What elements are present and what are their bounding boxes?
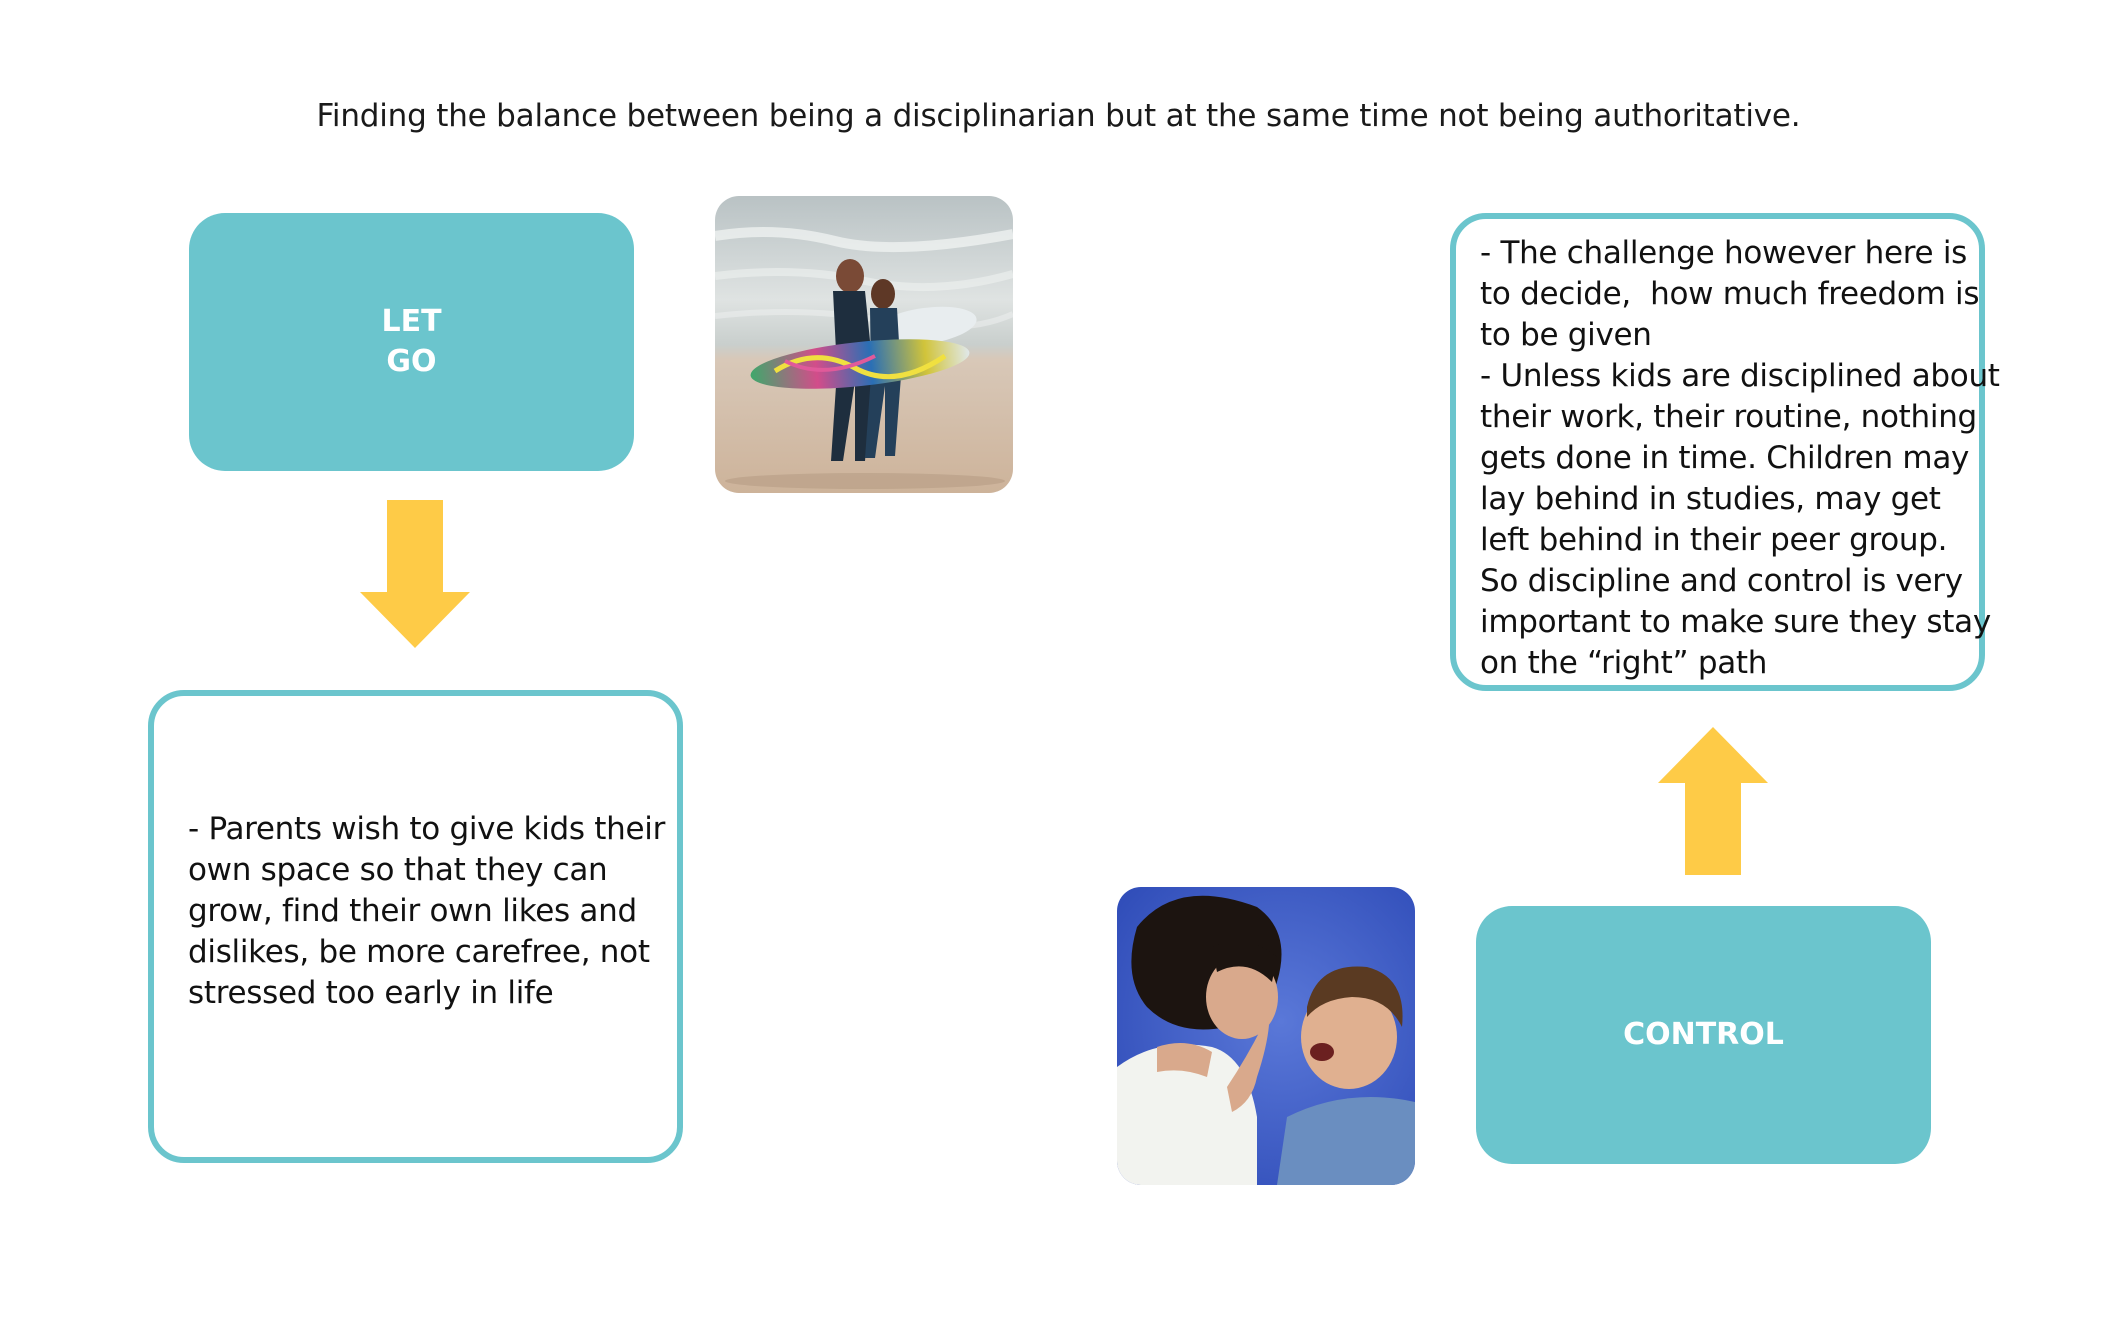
- let-go-description-box: [148, 690, 683, 1163]
- let-go-description-line: dislikes, be more carefree, not: [188, 934, 650, 970]
- mother-scolding-child-photo: [1117, 887, 1415, 1185]
- control-description-box: [1450, 213, 2000, 691]
- control-description-line: So discipline and control is very: [1480, 563, 1963, 599]
- control-label: CONTROL: [1623, 1017, 1784, 1052]
- control-description-line: gets done in time. Children may: [1480, 440, 1970, 476]
- let-go-box: [189, 213, 634, 471]
- let-go-description-line: stressed too early in life: [188, 975, 554, 1011]
- control-box: [1476, 906, 1931, 1164]
- page-title: Finding the balance between being a disciplinarian but at the same time not being authoritative.: [316, 98, 1801, 134]
- control-description-line: - The challenge however here is: [1480, 235, 1968, 271]
- let-go-label-line: LET: [381, 304, 442, 339]
- surfing-girls-image: [715, 196, 1013, 493]
- control-description-line: their work, their routine, nothing: [1480, 399, 1977, 435]
- control-description-line: - Unless kids are disciplined about: [1480, 358, 2000, 394]
- mother-scolding-child-image: [1117, 887, 1415, 1185]
- let-go-description-line: grow, find their own likes and: [188, 893, 637, 929]
- arrow-down-icon: [360, 500, 470, 648]
- control-description-line: on the “right” path: [1480, 645, 1768, 681]
- arrow-up-icon: [1658, 727, 1768, 875]
- let-go-label-line: GO: [386, 344, 437, 379]
- let-go-description-line: own space so that they can: [188, 852, 608, 888]
- control-description-line: important to make sure they stay: [1480, 604, 1991, 640]
- control-description-line: lay behind in studies, may get: [1480, 481, 1941, 517]
- control-description-line: left behind in their peer group.: [1480, 522, 1948, 558]
- let-go-description-line: - Parents wish to give kids their: [188, 811, 666, 847]
- control-description-line: to be given: [1480, 317, 1652, 353]
- surfing-girls-photo: [715, 196, 1013, 493]
- control-description-line: to decide, how much freedom is: [1480, 276, 1980, 312]
